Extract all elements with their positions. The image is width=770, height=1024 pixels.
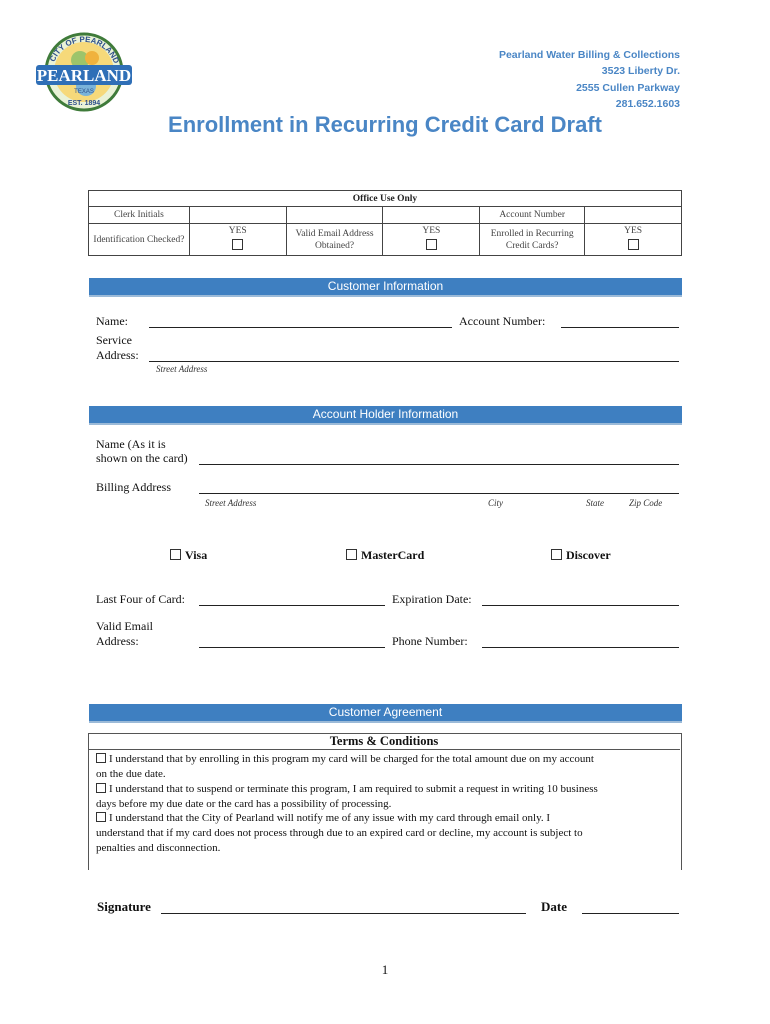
yes-label: YES bbox=[228, 226, 247, 236]
enrolled-cell bbox=[585, 224, 682, 256]
term-3-text-b: understand that if my card does not process through due to an expired card or decline, my account is subject to bbox=[96, 826, 583, 839]
date-label: Date bbox=[541, 899, 567, 914]
holder-name-label-line2: shown on the card) bbox=[96, 451, 188, 465]
term-2-text-a: I understand that to suspend or terminate this program, I am required to submit a request in writing 10 business bbox=[109, 783, 598, 795]
office-use-table bbox=[88, 190, 682, 256]
mastercard-option[interactable] bbox=[346, 548, 424, 563]
term-1-checkbox[interactable] bbox=[96, 753, 106, 763]
date-field[interactable] bbox=[582, 913, 679, 914]
holder-name-label-line1: Name (As it is bbox=[96, 437, 166, 451]
valid-email-cell bbox=[383, 224, 480, 256]
id-checked-label: Identification Checked? bbox=[89, 224, 190, 256]
customer-agreement-heading: Customer Agreement bbox=[89, 704, 682, 723]
term-2-text-b: days before my due date or the card has a possibility of processing. bbox=[96, 797, 392, 810]
last-four-label: Last Four of Card: bbox=[96, 592, 185, 606]
header-address-line1: 3523 Liberty Dr. bbox=[601, 65, 680, 78]
id-checked-cell bbox=[189, 224, 286, 256]
signature-field[interactable] bbox=[161, 913, 526, 914]
billing-street-hint: Street Address bbox=[205, 498, 257, 508]
account-holder-heading: Account Holder Information bbox=[89, 406, 682, 425]
logo-name: PEARLAND bbox=[36, 66, 132, 85]
expiration-field[interactable] bbox=[482, 605, 679, 606]
discover-checkbox[interactable] bbox=[551, 549, 562, 560]
term-1 bbox=[96, 752, 674, 782]
email-label-line2: Address: bbox=[96, 634, 139, 648]
mastercard-checkbox[interactable] bbox=[346, 549, 357, 560]
billing-state-hint: State bbox=[586, 498, 604, 508]
header-address bbox=[499, 47, 680, 112]
email-field[interactable] bbox=[199, 647, 385, 648]
service-label-line2: Address: bbox=[96, 348, 139, 362]
account-number-label: Account Number bbox=[480, 207, 585, 224]
logo-top-text: CITY OF PEARLAND bbox=[47, 34, 121, 65]
discover-label: Discover bbox=[566, 548, 611, 562]
service-street-hint: Street Address bbox=[156, 364, 208, 374]
clerk-initials-label: Clerk Initials bbox=[89, 207, 190, 224]
clerk-initials-field-2[interactable] bbox=[286, 207, 383, 224]
enrolled-label: Enrolled in Recurring Credit Cards? bbox=[480, 224, 585, 256]
logo-est: EST. 1894 bbox=[67, 100, 101, 107]
city-logo bbox=[34, 30, 134, 114]
valid-email-label: Valid Email Address Obtained? bbox=[286, 224, 383, 256]
term-3-text-c: penalties and disconnection. bbox=[96, 841, 221, 854]
term-1-text-b: on the due date. bbox=[96, 767, 166, 780]
clerk-initials-field[interactable] bbox=[189, 207, 286, 224]
term-2-checkbox[interactable] bbox=[96, 783, 106, 793]
expiration-label: Expiration Date: bbox=[392, 592, 472, 606]
term-2 bbox=[96, 782, 674, 812]
valid-email-checkbox[interactable] bbox=[426, 239, 437, 250]
header-address-line2: 2555 Cullen Parkway bbox=[576, 81, 680, 94]
discover-option[interactable] bbox=[551, 548, 611, 563]
customer-info-heading: Customer Information bbox=[89, 278, 682, 297]
logo-state: TEXAS bbox=[74, 89, 94, 95]
office-use-heading: Office Use Only bbox=[89, 191, 682, 207]
billing-city-hint: City bbox=[488, 498, 503, 508]
name-label: Name: bbox=[96, 314, 128, 328]
billing-address-label: Billing Address bbox=[96, 480, 172, 494]
term-3-checkbox[interactable] bbox=[96, 812, 106, 822]
term-3 bbox=[96, 811, 674, 855]
yes-label: YES bbox=[422, 226, 441, 236]
yes-label: YES bbox=[624, 226, 643, 236]
signature-label: Signature bbox=[97, 899, 151, 914]
billing-zip-hint: Zip Code bbox=[629, 498, 663, 508]
clerk-initials-field-3[interactable] bbox=[383, 207, 480, 224]
page-title: Enrollment in Recurring Credit Card Draft bbox=[168, 112, 602, 137]
service-label-line1: Service bbox=[96, 333, 132, 347]
email-label-line1: Valid Email bbox=[96, 619, 153, 633]
service-address-field[interactable] bbox=[149, 361, 679, 362]
page-number: 1 bbox=[381, 962, 389, 977]
term-1-text-a: I understand that by enrolling in this program my card will be charged for the total amount due on my account bbox=[109, 753, 594, 765]
mastercard-label: MasterCard bbox=[361, 548, 425, 562]
header-phone: 281.652.1603 bbox=[615, 97, 680, 110]
last-four-field[interactable] bbox=[199, 605, 385, 606]
office-account-number-field[interactable] bbox=[585, 207, 682, 224]
phone-field[interactable] bbox=[482, 647, 679, 648]
visa-option[interactable] bbox=[170, 548, 207, 563]
phone-label: Phone Number: bbox=[392, 634, 468, 648]
name-field[interactable] bbox=[149, 327, 452, 328]
account-number-field[interactable] bbox=[561, 327, 679, 328]
account-number-field-label: Account Number: bbox=[459, 314, 546, 328]
terms-heading: Terms & Conditions bbox=[88, 733, 680, 750]
enrolled-checkbox[interactable] bbox=[628, 239, 639, 250]
header-org: Pearland Water Billing & Collections bbox=[498, 49, 680, 61]
id-checked-checkbox[interactable] bbox=[232, 239, 243, 250]
billing-address-field[interactable] bbox=[199, 493, 679, 494]
holder-name-field[interactable] bbox=[199, 464, 679, 465]
visa-label: Visa bbox=[185, 548, 208, 562]
visa-checkbox[interactable] bbox=[170, 549, 181, 560]
term-3-text-a: I understand that the City of Pearland will notify me of any issue with my card through email only. I bbox=[109, 812, 551, 824]
